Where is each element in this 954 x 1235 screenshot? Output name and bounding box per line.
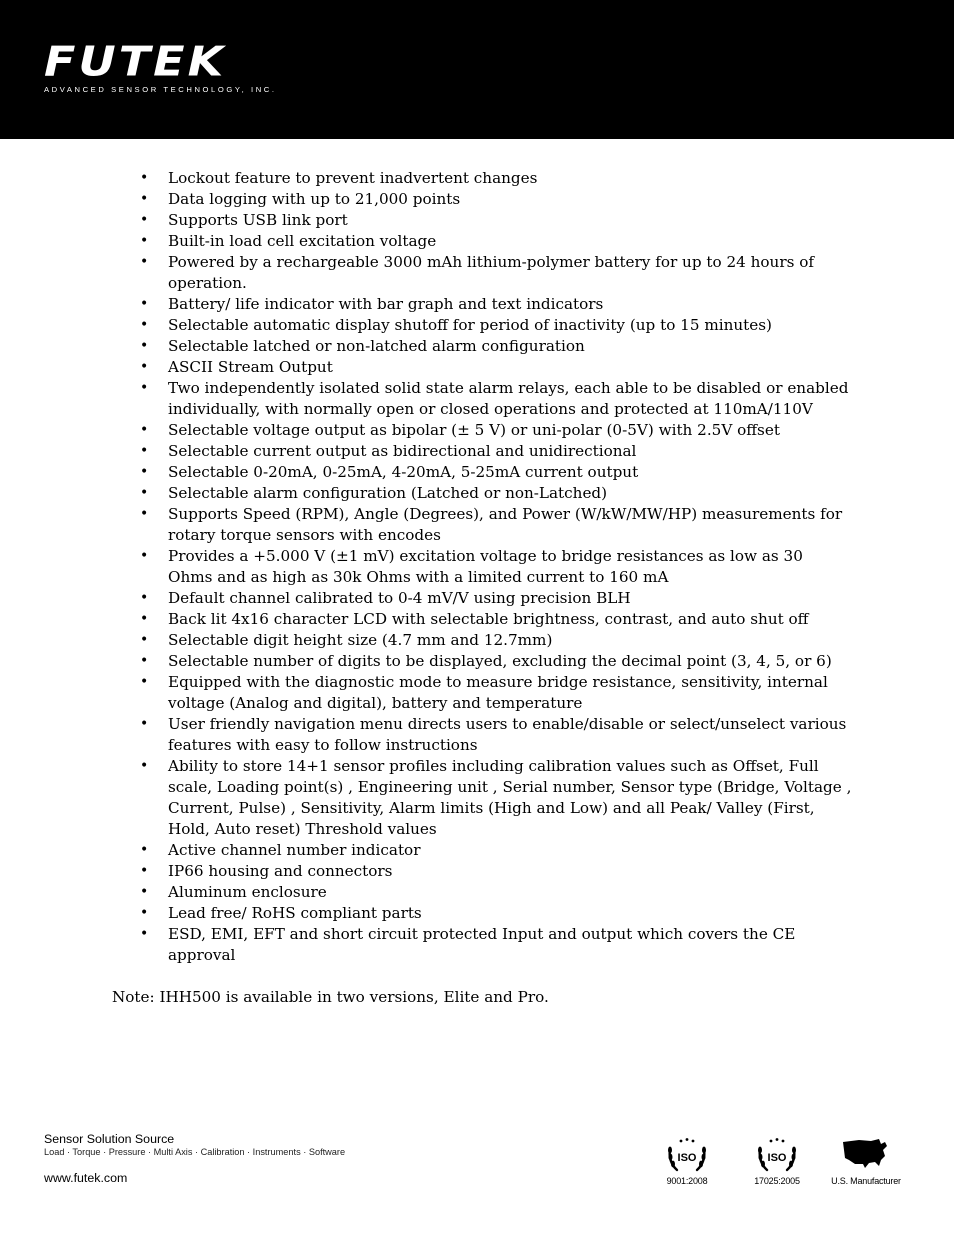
bullet-icon: • xyxy=(140,443,149,459)
feature-text: Active channel number indicator xyxy=(168,841,421,859)
feature-text: User friendly navigation menu directs users to enable/disable or select/unselect various features with easy to follow instructions xyxy=(168,715,847,754)
feature-text: Supports USB link port xyxy=(168,211,348,229)
feature-text: ASCII Stream Output xyxy=(168,358,333,376)
bullet-icon: • xyxy=(140,926,149,942)
feature-list-item xyxy=(112,882,852,903)
feature-text: Provides a +5.000 V (±1 mV) excitation voltage to bridge resistances as low as 30 Ohms and as high as 30k Ohms with a limited current to 160 mA xyxy=(168,547,803,586)
bullet-icon: • xyxy=(140,380,149,396)
feature-text: Equipped with the diagnostic mode to measure bridge resistance, sensitivity, internal voltage (Analog and digital), battery and temperature xyxy=(168,673,828,712)
feature-text: Back lit 4x16 character LCD with selectable brightness, contrast, and auto shut off xyxy=(168,610,809,628)
bullet-icon: • xyxy=(140,905,149,921)
feature-text: Aluminum enclosure xyxy=(168,883,327,901)
feature-text: Powered by a rechargeable 3000 mAh lithium-polymer battery for up to 24 hours of operation. xyxy=(168,253,814,292)
bullet-icon: • xyxy=(140,464,149,480)
feature-text: Selectable voltage output as bipolar (± 5 V) or uni-polar (0-5V) with 2.5V offset xyxy=(168,421,780,439)
feature-list-item xyxy=(112,840,852,861)
feature-list-item xyxy=(112,210,852,231)
bullet-icon: • xyxy=(140,233,149,249)
usa-map-icon xyxy=(841,1136,891,1174)
bullet-icon: • xyxy=(140,422,149,438)
us-manufacturer-badge xyxy=(826,1136,906,1186)
feature-text: Selectable number of digits to be displayed, excluding the decimal point (3, 4, 5, or 6) xyxy=(168,652,832,670)
feature-list-item xyxy=(112,336,852,357)
feature-list-item xyxy=(112,441,852,462)
iso-17025-badge xyxy=(748,1136,806,1186)
feature-text: Selectable 0-20mA, 0-25mA, 4-20mA, 5-25mA current output xyxy=(168,463,639,481)
feature-list-item xyxy=(112,651,852,672)
logo-tagline: ADVANCED SENSOR TECHNOLOGY, INC. xyxy=(44,85,277,94)
feature-list-item xyxy=(112,462,852,483)
feature-list-item xyxy=(112,231,852,252)
feature-text: Lockout feature to prevent inadvertent changes xyxy=(168,169,538,187)
bullet-icon: • xyxy=(140,611,149,627)
badge-caption: U.S. Manufacturer xyxy=(831,1176,901,1186)
feature-list-item xyxy=(112,546,852,588)
bullet-icon: • xyxy=(140,884,149,900)
feature-text: ESD, EMI, EFT and short circuit protected Input and output which covers the CE approval xyxy=(168,925,796,964)
note-text: Note: IHH500 is available in two versions, Elite and Pro. xyxy=(112,988,549,1006)
feature-list-item xyxy=(112,588,852,609)
iso-9001-badge xyxy=(660,1136,714,1186)
iso-laurel-icon xyxy=(665,1136,709,1174)
bullet-icon: • xyxy=(140,212,149,228)
feature-list-item xyxy=(112,420,852,441)
feature-text: Battery/ life indicator with bar graph and text indicators xyxy=(168,295,604,313)
feature-text: Two independently isolated solid state alarm relays, each able to be disabled or enabled individually, with normally open or closed operations and protected at 110mA/110V xyxy=(168,379,849,418)
feature-text: Selectable automatic display shutoff for period of inactivity (up to 15 minutes) xyxy=(168,316,772,334)
feature-list-item xyxy=(112,903,852,924)
bullet-icon: • xyxy=(140,674,149,690)
iso-laurel-icon xyxy=(755,1136,799,1174)
footer-title: Sensor Solution Source xyxy=(44,1132,175,1146)
feature-list-item xyxy=(112,756,852,840)
feature-text: Data logging with up to 21,000 points xyxy=(168,190,461,208)
feature-list-item xyxy=(112,609,852,630)
feature-text: Supports Speed (RPM), Angle (Degrees), and Power (W/kW/MW/HP) measurements for rotary torque sensors with encodes xyxy=(168,505,843,544)
feature-text: Default channel calibrated to 0-4 mV/V using precision BLH xyxy=(168,589,631,607)
feature-list-item xyxy=(112,504,852,546)
header-banner xyxy=(0,0,954,139)
bullet-icon: • xyxy=(140,485,149,501)
badge-caption: 17025:2005 xyxy=(754,1176,800,1186)
feature-list-item xyxy=(112,714,852,756)
feature-text: Ability to store 14+1 sensor profiles including calibration values such as Offset, Full scale, Loading point(s) , Engineering unit , Serial number, Sensor type (Bridge, Voltage , Current, Pulse) , Sensitivity, Alarm limits (High and Low) and all Peak/ Valley (First, Hold, Auto reset) Threshold values xyxy=(168,757,852,838)
feature-list-item xyxy=(112,483,852,504)
feature-text: Selectable digit height size (4.7 mm and 12.7mm) xyxy=(168,631,553,649)
feature-list-item xyxy=(112,315,852,336)
feature-text: IP66 housing and connectors xyxy=(168,862,393,880)
feature-list-item xyxy=(112,189,852,210)
feature-text: Selectable alarm configuration (Latched or non-Latched) xyxy=(168,484,608,502)
bullet-icon: • xyxy=(140,191,149,207)
bullet-icon: • xyxy=(140,842,149,858)
footer-subtitle: Load · Torque · Pressure · Multi Axis · Calibration · Instruments · Software xyxy=(44,1147,346,1157)
bullet-icon: • xyxy=(140,296,149,312)
bullet-icon: • xyxy=(140,632,149,648)
feature-text: Selectable latched or non-latched alarm configuration xyxy=(168,337,585,355)
feature-list-item xyxy=(112,252,852,294)
bullet-icon: • xyxy=(140,254,149,270)
feature-list-item xyxy=(112,672,852,714)
footer-info xyxy=(44,1133,345,1185)
feature-list-item xyxy=(112,861,852,882)
feature-list-item xyxy=(112,378,852,420)
feature-list-item xyxy=(112,357,852,378)
bullet-icon: • xyxy=(140,506,149,522)
feature-list-item xyxy=(112,630,852,651)
bullet-icon: • xyxy=(140,590,149,606)
logo-wordmark: FUTEK xyxy=(44,36,227,86)
feature-text: Lead free/ RoHS compliant parts xyxy=(168,904,422,922)
feature-list-item xyxy=(112,924,852,966)
footer-url-link[interactable]: www.futek.com xyxy=(44,1171,128,1185)
feature-list-item xyxy=(112,294,852,315)
document-body xyxy=(112,168,852,1008)
badge-caption: 9001:2008 xyxy=(666,1176,708,1186)
iso-seal-text: ISO xyxy=(677,1152,697,1164)
bullet-icon: • xyxy=(140,758,149,774)
futek-logo xyxy=(44,36,277,94)
feature-list xyxy=(112,168,852,966)
bullet-icon: • xyxy=(140,548,149,564)
bullet-icon: • xyxy=(140,170,149,186)
bullet-icon: • xyxy=(140,653,149,669)
feature-text: Built-in load cell excitation voltage xyxy=(168,232,437,250)
feature-list-item xyxy=(112,168,852,189)
bullet-icon: • xyxy=(140,863,149,879)
bullet-icon: • xyxy=(140,716,149,732)
iso-seal-text: ISO xyxy=(767,1152,787,1164)
bullet-icon: • xyxy=(140,338,149,354)
bullet-icon: • xyxy=(140,359,149,375)
bullet-icon: • xyxy=(140,317,149,333)
feature-text: Selectable current output as bidirectional and unidirectional xyxy=(168,442,637,460)
